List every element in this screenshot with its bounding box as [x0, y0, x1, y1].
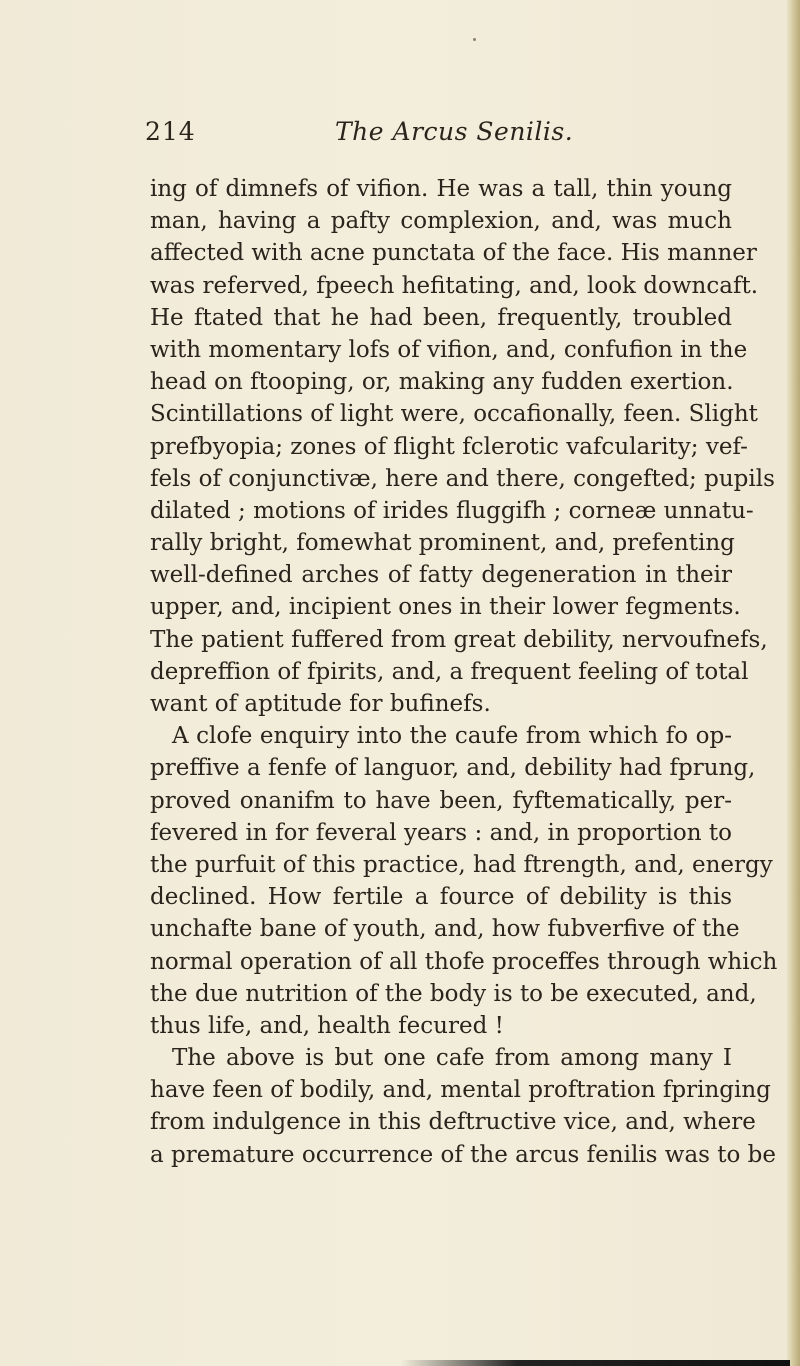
- text-line: the due nutrition of the body is to be executed, and,: [150, 980, 757, 1007]
- text-line: man, having a pafty complexion, and, was much: [150, 208, 732, 235]
- body-text: [150, 173, 778, 1171]
- text-line: upper, and, incipient ones in their lower fegments.: [150, 594, 741, 621]
- running-head: The Arcus Senilis.: [335, 117, 574, 146]
- text-line: He ftated that he had been, frequently, troubled: [150, 304, 732, 331]
- text-line: A clofe enquiry into the caufe from which fo op-: [172, 723, 732, 750]
- page-number: 214: [145, 117, 196, 146]
- bottom-edge-shadow: [400, 1360, 790, 1366]
- text-line: head on ftooping, or, making any fudden exertion.: [150, 369, 734, 396]
- text-line: a premature occurrence of the arcus fenilis was to be: [150, 1141, 777, 1168]
- text-line: fels of conjunctivæ, here and there, congefted; pupils: [150, 465, 775, 492]
- text-line: depreffion of fpirits, and, a frequent feeling of total: [150, 658, 749, 685]
- text-line: the purfuit of this practice, had ftrength, and, energy: [150, 851, 773, 878]
- text-line: well-defined arches of fatty degeneration in their: [150, 562, 732, 589]
- speck: [473, 38, 476, 41]
- text-line: want of aptitude for bufinefs.: [150, 691, 491, 717]
- text-line: unchafte bane of youth, and, how fubverfive of the: [150, 916, 740, 943]
- text-line: ing of dimnefs of vifion. He was a tall, thin young: [150, 176, 732, 202]
- text-line: rally bright, fomewhat prominent, and, prefenting: [150, 530, 735, 557]
- text-line: dilated ; motions of irides fluggifh ; corneæ unnatu-: [150, 497, 754, 524]
- text-line: Scintillations of light were, occafionally, feen. Slight: [150, 401, 758, 428]
- page-header: [145, 117, 725, 153]
- text-line: from indulgence in this deftructive vice, and, where: [150, 1109, 756, 1136]
- text-line: The patient fuffered from great debility, nervoufnefs,: [150, 626, 768, 653]
- text-line: was referved, fpeech hefitating, and, look downcaft.: [150, 272, 759, 299]
- text-line: have feen of bodily, and, mental proftration fpringing: [150, 1077, 771, 1104]
- text-line: The above is but one cafe from among many I: [172, 1045, 732, 1072]
- text-line: proved onanifm to have been, fyftematically, per-: [150, 787, 732, 814]
- text-line: declined. How fertile a fource of debility is this: [150, 884, 732, 911]
- page-edge-shadow: [786, 0, 800, 1366]
- text-line: preffive a fenfe of languor, and, debility had fprung,: [150, 755, 756, 782]
- text-line: thus life, and, health fecured !: [150, 1012, 504, 1039]
- text-line: fevered in for feveral years : and, in proportion to: [150, 819, 732, 846]
- text-line: with momentary lofs of vifion, and, confufion in the: [150, 336, 748, 363]
- text-line: affected with acne punctata of the face. His manner: [150, 240, 757, 267]
- text-line: prefbyopia; zones of flight fclerotic vafcularity; vef-: [150, 433, 748, 460]
- text-line: normal operation of all thofe proceffes through which: [150, 948, 778, 975]
